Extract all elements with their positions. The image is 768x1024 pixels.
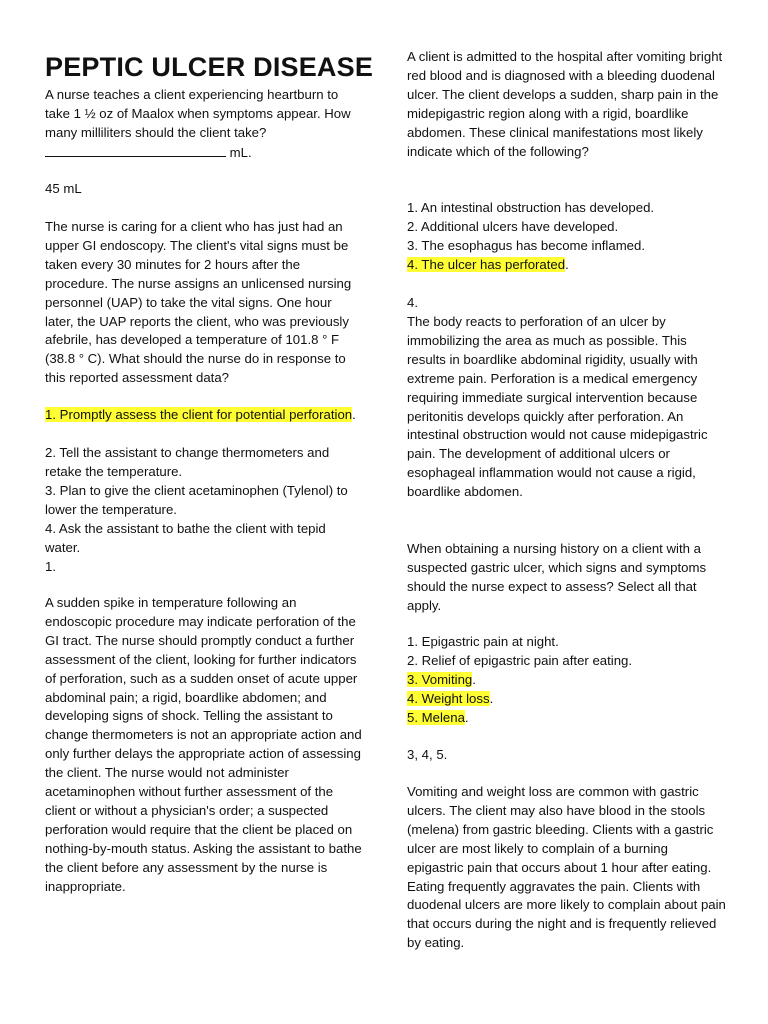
- q2-option-3: 3. Plan to give the client acetaminophen (Tylenol) to lower the temperature.: [45, 483, 348, 517]
- q2-answer: 1.: [45, 559, 56, 574]
- answer-blank: [45, 143, 226, 157]
- q3-option-3: 3. The esophagus has become inflamed.: [407, 238, 646, 253]
- q3-option-1: 1. An intestinal obstruction has developed.: [407, 200, 655, 215]
- q2-rationale: A sudden spike in temperature following an endoscopic procedure may indicate perforation of the GI tract. The nurse should promptly conduct a further assessment of the client, looking for further indicators of perforation, such as a sudden onset of acute upper abdominal pain; a rigid, boardlike abdomen; and developing signs of shock. Telling the assistant to change thermometers is not an appropriate action and only further delays the appropriate action of assessing the client. The nurse would not administer acetaminophen without further assessment of the client or without a physician's order; a suspected perforation would require that the client be placed on nothing-by-mouth status. Asking the assistant to bathe the client before any assessment by the nurse is inappropriate.: [45, 595, 362, 894]
- q4-answer: 3, 4, 5.: [407, 747, 448, 762]
- q4-rationale: Vomiting and weight loss are common with gastric ulcers. The client may also have blood in the stools (melena) from gastric bleeding. Clients with a gastric ulcer are most likely to complain of a burning epigastric pain that occurs about 1 hour after eating. Eating frequently aggravates the pain. Clients with duodenal ulcers are more likely to complain about pain that occurs during the night and is frequently relieved by eating.: [407, 784, 726, 951]
- q4-option-1: 1. Epigastric pain at night.: [407, 634, 559, 649]
- q3-option-2: 2. Additional ulcers have developed.: [407, 219, 619, 234]
- q2-option-2: 2. Tell the assistant to change thermometers and retake the temperature.: [45, 445, 330, 479]
- q4-question: When obtaining a nursing history on a client with a suspected gastric ulcer, which signs and symptoms should the nurse expect to assess? Select all that apply.: [407, 541, 707, 613]
- q4-option-4: 4. Weight loss.: [407, 691, 494, 706]
- q2-option-1: 1. Promptly assess the client for potential perforation.: [45, 407, 356, 422]
- page-title: PEPTIC ULCER DISEASE: [45, 52, 374, 82]
- q3-answer: 4.: [407, 295, 418, 310]
- q1-answer: 45 mL: [45, 181, 82, 196]
- q3-option-4: 4. The ulcer has perforated.: [407, 257, 569, 272]
- q2-question: The nurse is caring for a client who has just had an upper GI endoscopy. The client's vital signs must be taken every 30 minutes for 2 hours after the procedure. The nurse assigns an unlicensed nursing personnel (UAP) to take the vital signs. One hour later, the UAP reports the client, who was previously afebrile, has developed a temperature of 101.8 ° F (38.8 ° C). What should the nurse do in response to this reported assessment data?: [45, 219, 352, 386]
- q1-question: A nurse teaches a client experiencing heartburn to take 1 ½ oz of Maalox when symptoms appear. How many milliliters should the client take? mL.: [45, 87, 351, 160]
- q2-option-4: 4. Ask the assistant to bathe the client with tepid water.: [45, 521, 326, 555]
- q3-question: A client is admitted to the hospital after vomiting bright red blood and is diagnosed with a bleeding duodenal ulcer. The client develops a sudden, sharp pain in the midepigastric region along with a rigid, boardlike abdomen. These clinical manifestations most likely indicate which of the following?: [407, 49, 723, 159]
- q4-option-5: 5. Melena.: [407, 710, 469, 725]
- q4-option-3: 3. Vomiting.: [407, 672, 476, 687]
- q3-rationale: The body reacts to perforation of an ulcer by immobilizing the area as much as possible. This results in boardlike abdominal rigidity, usually with extreme pain. Perforation is a medical emergency requiring immediate surgical intervention because peritonitis develops quickly after perforation. An intestinal obstruction would not cause midepigastric pain. The development of additional ulcers or esophageal inflammation would not cause a rigid, boardlike abdomen.: [407, 314, 708, 500]
- q4-option-2: 2. Relief of epigastric pain after eating.: [407, 653, 633, 668]
